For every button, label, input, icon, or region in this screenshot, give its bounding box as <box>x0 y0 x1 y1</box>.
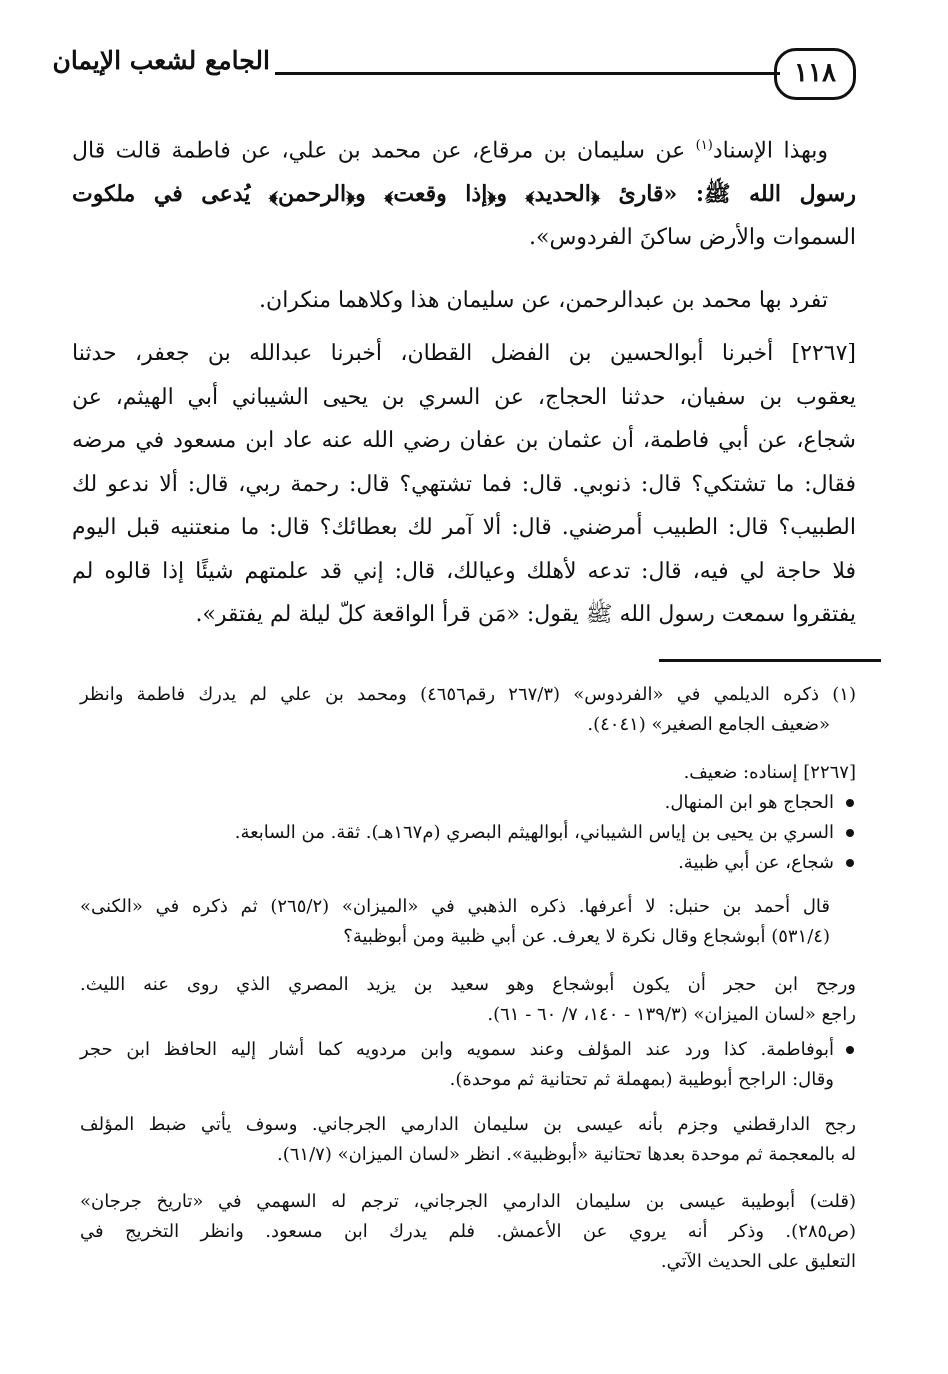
page-number: ١١٨ <box>774 48 856 100</box>
footnote-2267 <box>80 758 856 878</box>
bullet-item: السري بن يحيى بن إياس الشيباني، أبوالهيثم البصري (م١٦٧هـ). ثقة. من السابعة. <box>80 818 856 848</box>
bullet-icon <box>846 829 854 837</box>
text-line: يفتقروا سمعت رسول الله ﷺ يقول: «مَن قرأ الواقعة كلّ ليلة لم يفتقر». <box>195 602 856 627</box>
text-line: (ص٢٨٥). وذكر أنه يروي عن الأعمش. فلم يدرك ابن مسعود. وانظر التخريج في <box>80 1221 856 1242</box>
bullet-item: شجاع، عن أبي ظبية. <box>80 848 856 878</box>
note-qultu <box>80 1187 856 1277</box>
text-line: شجاع، عن أبي فاطمة، أن عثمان بن عفان رضي الله عنه عاد ابن مسعود في مرضه <box>72 428 856 453</box>
text-line: [٢٢٦٧] إسناده: ضعيف. <box>683 762 856 783</box>
bullet-icon <box>846 1046 854 1054</box>
text-line: (٥٣١/٤) أبوشجاع وقال نكرة لا يعرف. عن أبي ظبية ومن أبوظبية؟ <box>343 926 830 947</box>
footnote-ref: (١) <box>695 138 713 153</box>
text-line: راجع «لسان الميزان» (١٣٩/٣ - ١٤٠، ٧/ ٦٠ - ٦١). <box>487 1004 856 1025</box>
text-line: له بالمعجمة ثم موحدة بعدها تحتانية «أبوظبية». انظر «لسان الميزان» (٦١/٧). <box>277 1144 856 1165</box>
note-ahmad <box>80 892 856 952</box>
book-title: الجامع لشعب الإيمان <box>52 46 270 75</box>
note-daraqutni <box>80 1110 856 1170</box>
text-line: وبهذا الإسناد$^{(١)}$ عن سليمان بن مرقاع، عن محمد بن علي، عن فاطمة قالت قال <box>72 138 829 164</box>
bullet-item: الحجاج هو ابن المنهال. <box>80 788 856 818</box>
text-line: الطبيب؟ قال: الطبيب أمرضني. قال: ألا آمر لك بعطائك؟ قال: ما منعتنيه قبل اليوم <box>72 515 856 540</box>
text-line: التعليق على الحديث الآتي. <box>660 1251 856 1272</box>
paragraph-2 <box>72 279 856 323</box>
text-line: فلا حاجة لي فيه، قال: تدعه لأهلك وعيالك، قال: إني قد علمتهم شيئًا إذا قالوه لم <box>72 558 856 584</box>
header-rule <box>275 72 780 75</box>
text-line: رجح الدارقطني وجزم بأنه عيسى بن سليمان الدارمي الجرجاني. وسوف يأتي ضبط المؤلف <box>80 1114 856 1135</box>
text-line: [٢٢٦٧] أخبرنا أبوالحسين بن الفضل القطان، أخبرنا عبدالله بن جعفر، حدثنا <box>72 341 856 366</box>
note-ibn-hajar <box>80 970 856 1030</box>
footnote-separator <box>659 659 881 662</box>
text-line: رسول الله ﷺ: «قارئ ﴿الحديد﴾ و﴿إذا وقعت﴾ و﴿الرحمن﴾ يُدعى في ملكوت <box>72 180 856 207</box>
text-line: (١) ذكره الديلمي في «الفردوس» (٢٦٧/٣ رقم٤٦٥٦) ومحمد بن علي لم يدرك فاطمة وانظر <box>80 684 856 705</box>
paragraph-1 <box>72 124 856 260</box>
page-header <box>52 38 856 98</box>
text-line: قال أحمد بن حنبل: لا أعرفها. ذكره الذهبي في «الميزان» (٢٦٥/٢) ثم ذكره في «الكنى» <box>80 896 831 917</box>
footnote-1 <box>80 680 856 740</box>
bullet-abu-fatima <box>80 1035 856 1095</box>
text-line: يعقوب بن سفيان، حدثنا الحجاج، عن السري بن يحيى الشيباني أبي الهيثم، عن <box>72 384 856 410</box>
text-line: فقال: ما تشتكي؟ قال: ذنوبي. قال: فما تشتهي؟ قال: رحمة ربي، قال: ألا ندعو لك <box>72 471 856 497</box>
text-line: أبوفاطمة. كذا ورد عند المؤلف وعند سمويه وابن مردويه كما أشار إليه الحافظ ابن حجر <box>80 1039 834 1060</box>
text-line: تفرد بها محمد بن عبدالرحمن، عن سليمان هذا وكلاهما منكران. <box>259 288 828 313</box>
text-line: «ضعيف الجامع الصغير» (٤٠٤١). <box>587 714 830 735</box>
text-line: وقال: الراجح أبوطيبة (بمهملة ثم تحتانية ثم موحدة). <box>449 1069 834 1090</box>
bullet-icon <box>846 799 854 807</box>
text-line: (قلت) أبوطيبة عيسى بن سليمان الدارمي الجرجاني، ترجم له السهمي في «تاريخ جرجان» <box>80 1191 856 1212</box>
bullet-icon <box>846 859 854 867</box>
text-line: ورجح ابن حجر أن يكون أبوشجاع وهو سعيد بن يزيد المصري الذي روى عنه الليث. <box>80 974 856 995</box>
hadith-2267 <box>72 332 856 637</box>
text-line: السموات والأرض ساكنَ الفردوس». <box>528 225 856 251</box>
